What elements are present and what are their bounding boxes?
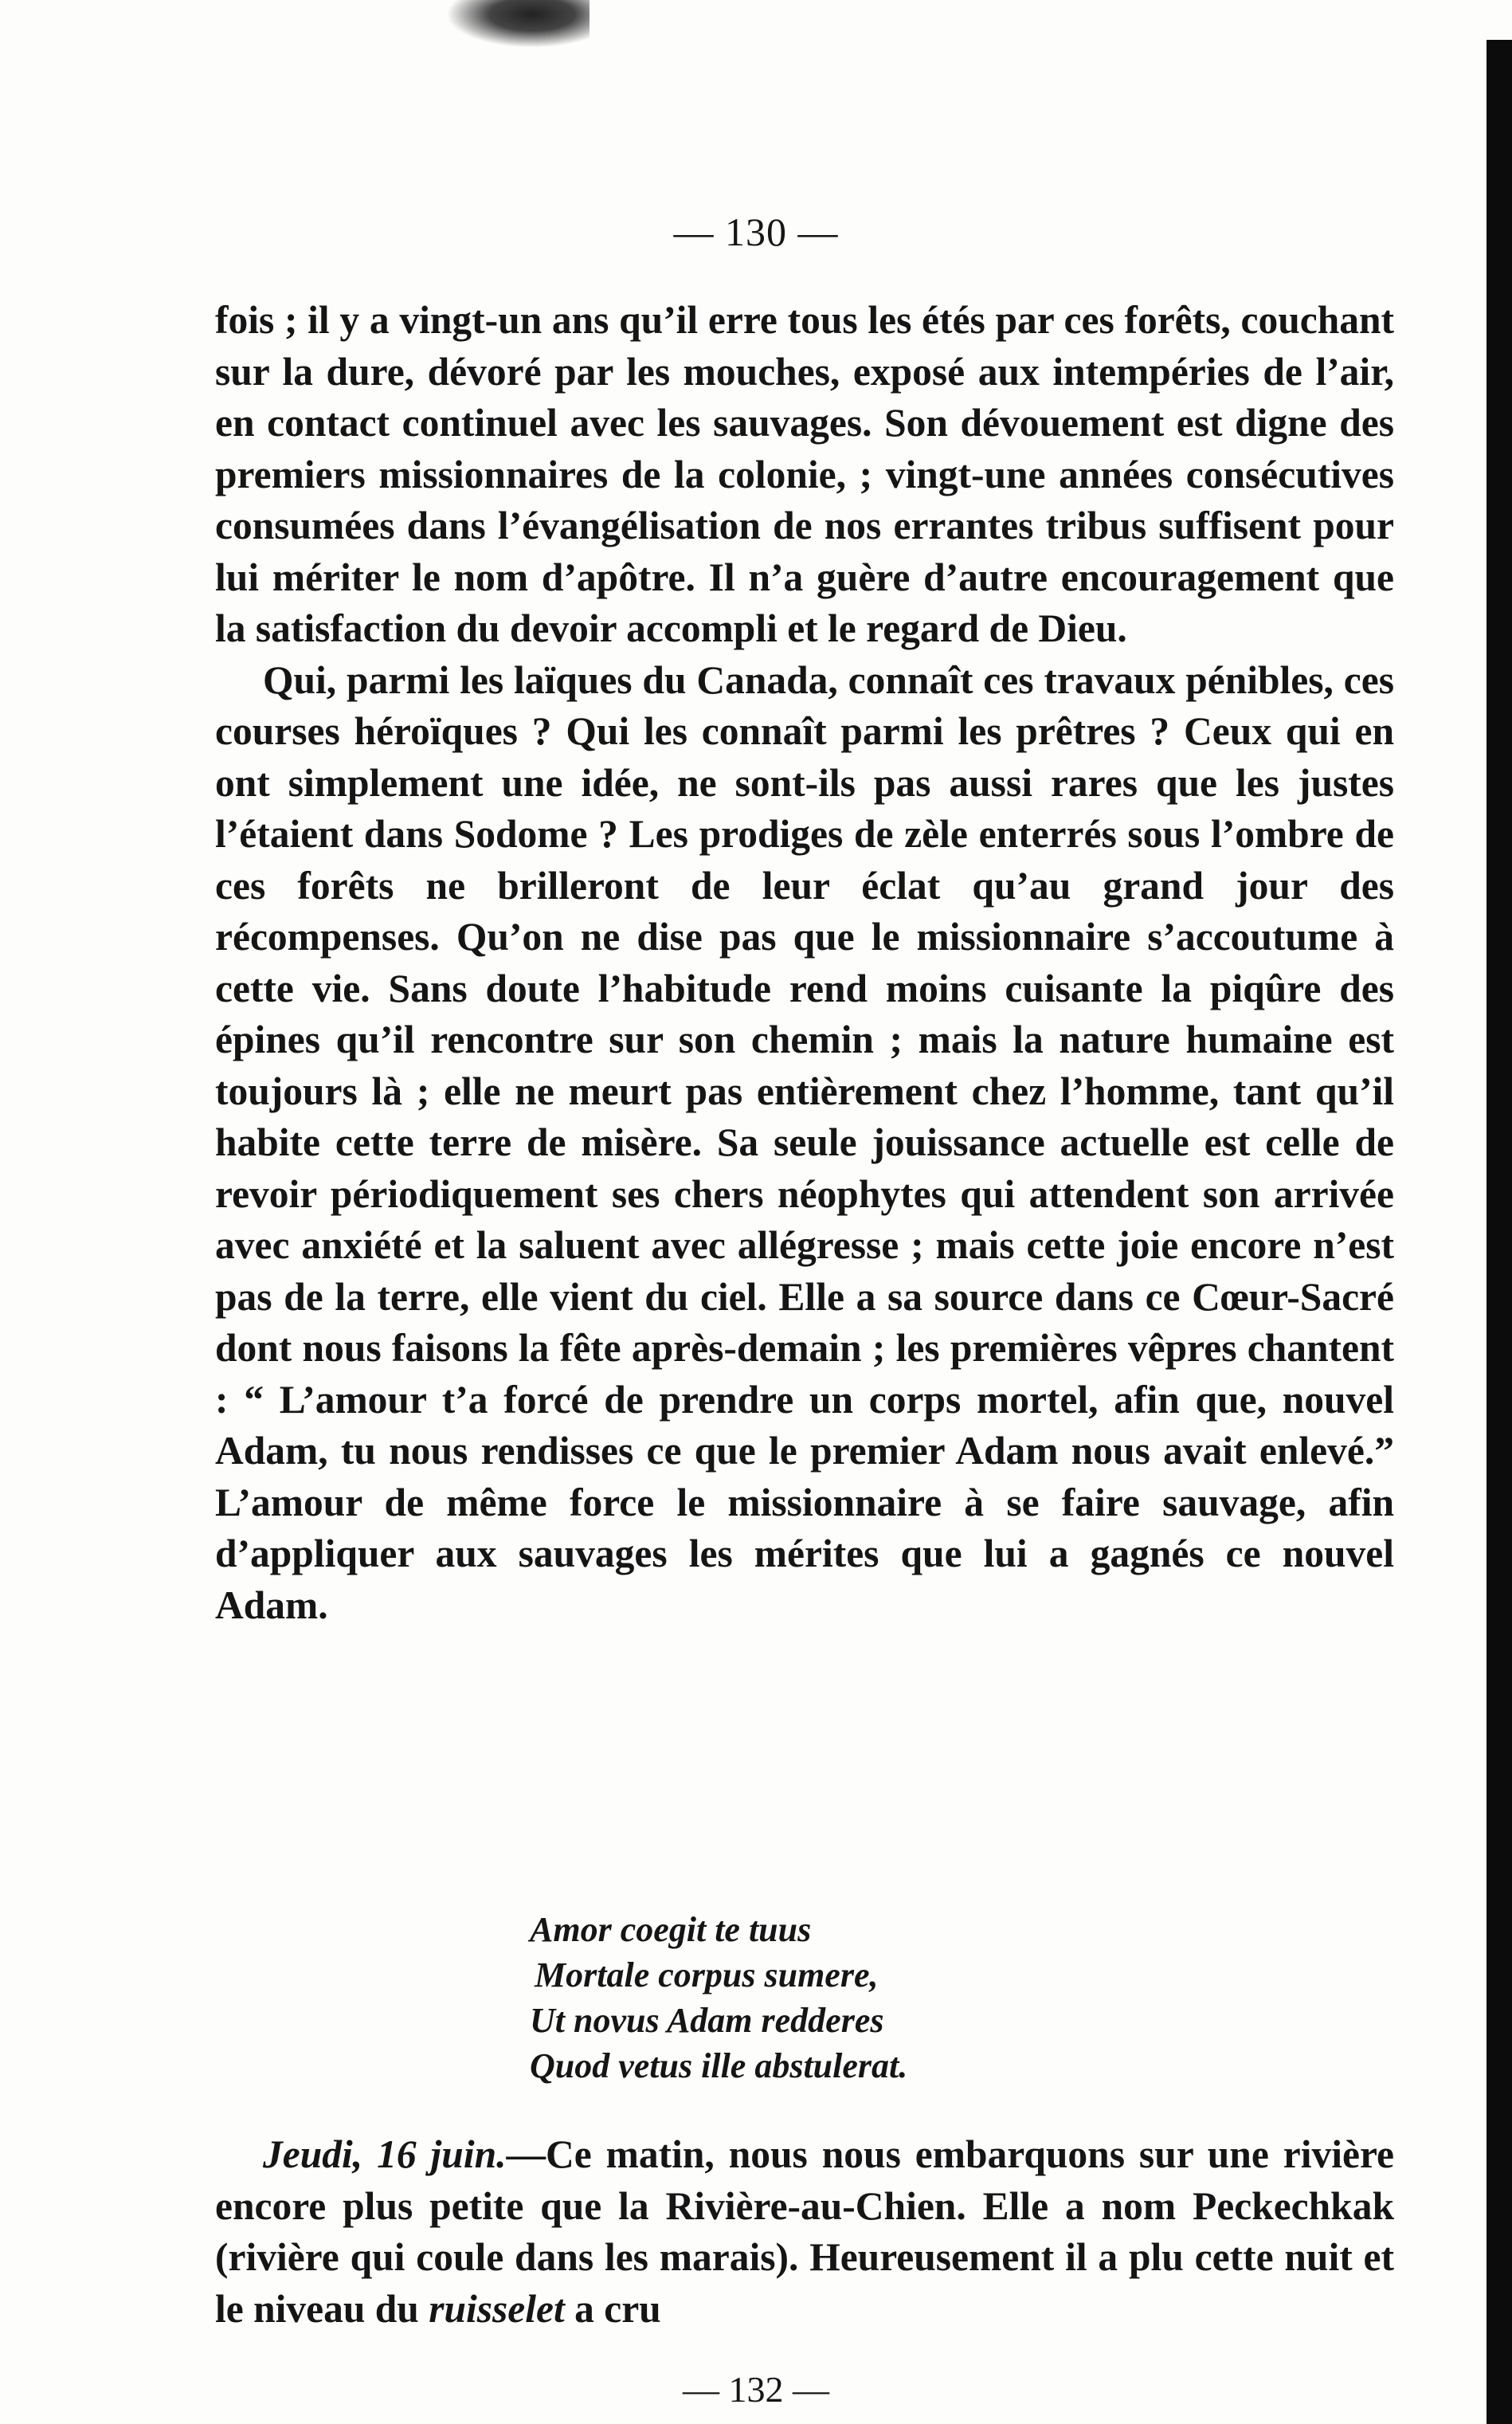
paragraph xyxy=(215,2129,1394,2335)
paragraph: fois ; il y a vingt-un ans qu’il erre tous les étés par ces forêts, couchant sur la dure, dévoré par les mouches, exposé aux intempéries de l’air, en contact continuel avec les sauvages. Son dévouement est digne des premiers missionnaires de la colonie, ; vingt-une années consécutives consumées dans l’évangélisation de nos errantes tribus suffisent pour lui mériter le nom d’apôtre. Il n’a guère d’autre encouragement que la satisfaction du devoir accompli et le regard de Dieu. xyxy=(215,298,1394,650)
verse-line: Quod vetus ille abstulerat. xyxy=(530,2046,908,2085)
page-footer-number: — 132 — xyxy=(683,2369,829,2410)
ink-smudge xyxy=(446,0,590,48)
verse-line: Ut novus Adam redderes xyxy=(530,2001,884,2040)
latin-verse xyxy=(530,1907,907,2089)
verse-line: Amor coegit te tuus xyxy=(530,1910,812,1949)
italic-word: ruisselet xyxy=(429,2286,565,2331)
paragraph: Qui, parmi les laïques du Canada, connaît ces travaux pénibles, ces courses héroïques ? Qui les connaît parmi les prêtres ? Ceux qui en ont simplement une idée, ne sont-ils pas aussi rares que les justes l’étaient dans Sodome ? Les prodiges de zèle enterrés sous l’ombre de ces forêts ne brilleront de leur éclat qu’au grand jour des récompenses. Qu’on ne dise pas que le missionnaire s’accoutume à cette vie. Sans doute l’habitude rend moins cuisante la piqûre des épines qu’il rencontre sur son chemin ; mais la nature humaine est toujours là ; elle ne meurt pas entièrement chez l’homme, tant qu’il habite cette terre de misère. Sa seule jouissance actuelle est celle de revoir périodiquement ses chers néophytes qui attendent son arrivée avec anxiété et la saluent avec allégresse ; mais cette joie encore n’est pas de la terre, elle vient du ciel. Elle a sa source dans ce Cœur-Sacré dont nous faisons la fête après-demain ; les premières vêpres chantent : “ L’amour t’a forcé de prendre un corps mortel, afin que, nouvel Adam, tu nous rendisses ce que le premier Adam nous avait enlevé.” L’amour de même force le missionnaire à se faire sauvage, afin d’appliquer aux sauvages les mérites que lui a gagnés ce nouvel Adam. xyxy=(215,657,1394,1627)
paragraph-body: —Ce matin, nous nous embarquons sur une rivière encore plus petite que la Rivière-au-Chien. Elle a nom Peckechkak (rivière qui coule dans les marais). Heureusement il a plu cette nuit et le niveau du xyxy=(215,2132,1394,2331)
page-header-number: — 130 — xyxy=(673,210,839,254)
paragraph-tail: a cru xyxy=(564,2286,661,2331)
page-edge-shadow xyxy=(1487,40,1512,2424)
diary-entry xyxy=(215,2129,1394,2335)
date-label: Jeudi, 16 juin. xyxy=(263,2132,507,2176)
main-text xyxy=(215,295,1394,1631)
verse-line: Mortale corpus sumere, xyxy=(535,1955,879,1995)
